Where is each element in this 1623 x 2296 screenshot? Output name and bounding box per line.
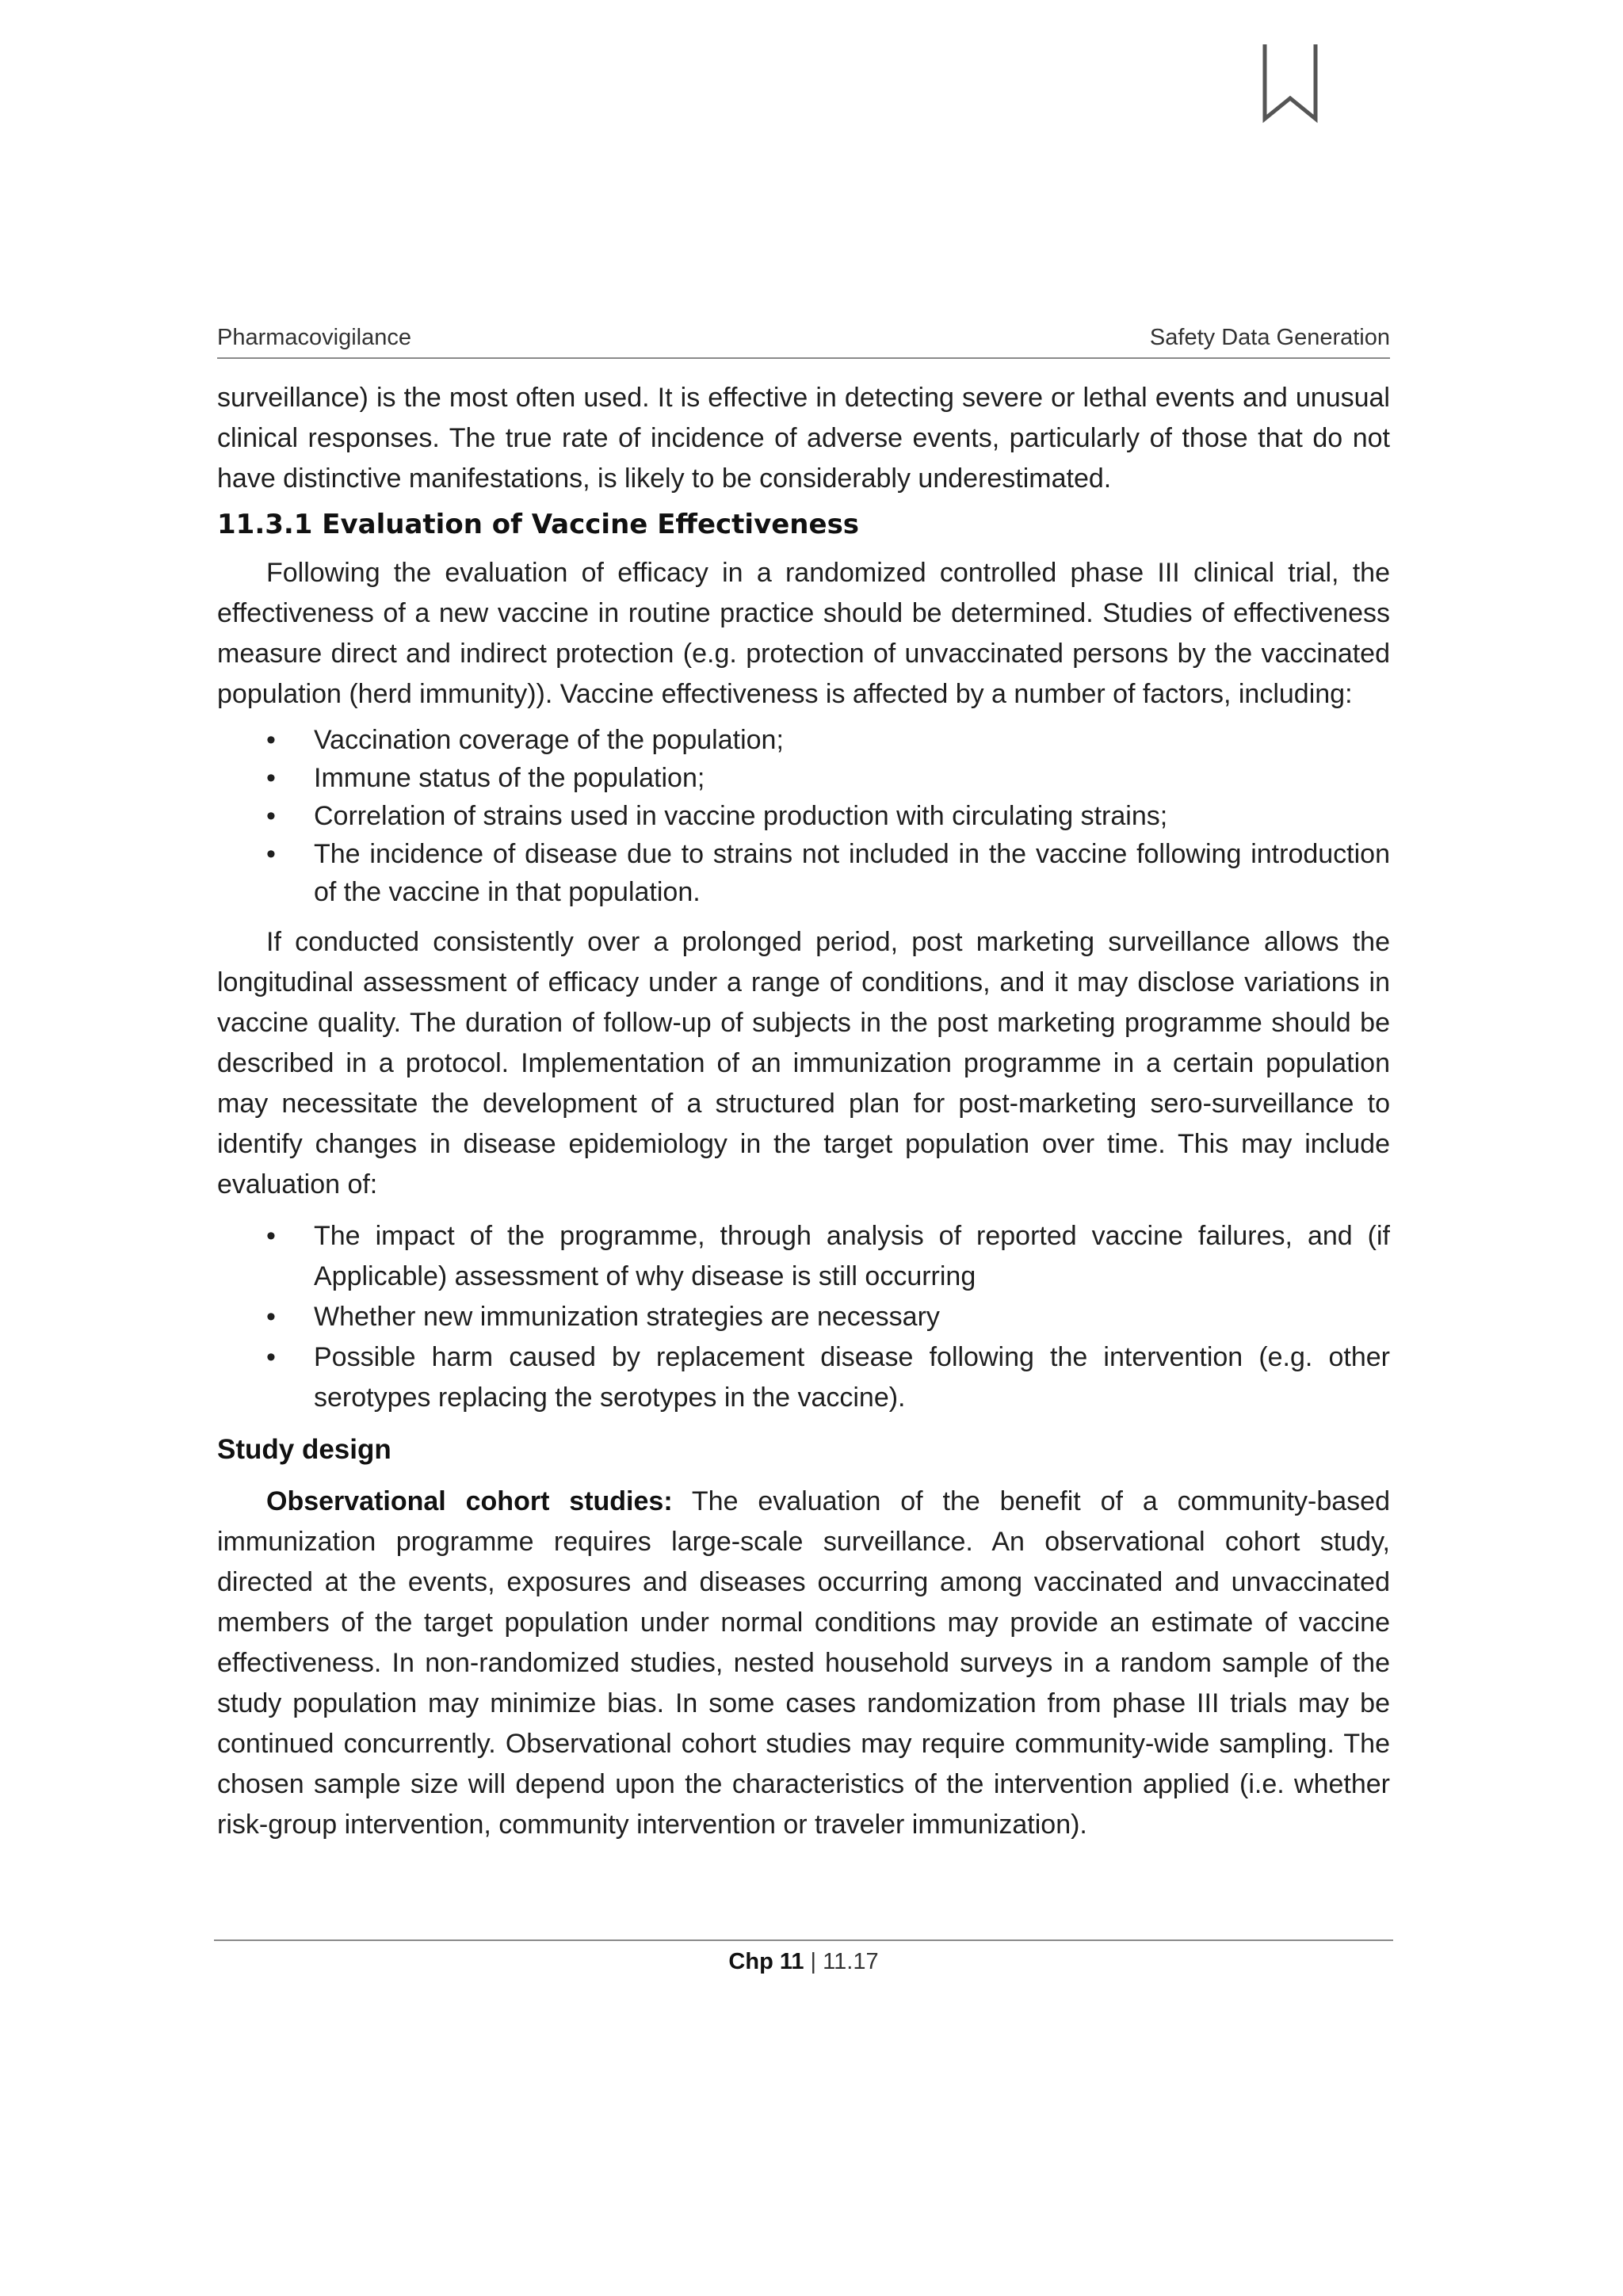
cohort-label: Observational cohort studies:: [266, 1486, 673, 1516]
bullet-icon: •: [266, 1342, 276, 1372]
bullet-icon: •: [266, 839, 276, 869]
effectiveness-paragraph: Following the evaluation of efficacy in a randomized controlled phase III clinical trial, the effectiveness of a new vaccine in routine practice should be determined. Studies of effectiveness measure direct and indirect protection (e.g. protection of unvaccinated persons by the vaccinated population (herd immunity)). Vaccine effectiveness is affected by a number of factors, including:: [217, 558, 1390, 709]
evaluation-list: [217, 1216, 1390, 1418]
list-item: • The incidence of disease due to strains not included in the vaccine following introduction of the vaccine in that population.: [217, 835, 1390, 911]
bullet-icon: •: [266, 763, 276, 793]
header-book-title: Pharmacovigilance: [217, 325, 412, 350]
list-item: • Immune status of the population;: [217, 759, 1390, 797]
section-heading: 11.3.1 Evaluation of Vaccine Effectiveness: [217, 509, 860, 540]
surveillance-paragraph: If conducted consistently over a prolonged period, post marketing surveillance allows the longitudinal assessment of efficacy under a range of conditions, and it may disclose variations in vaccine quality. The duration of follow-up of subjects in the post marketing programme should be described in a protocol. Implementation of an immunization programme in a certain population may necessitate the development of a structured plan for post-marketing sero-surveillance to identify changes in disease epidemiology in the target population over time. This may include evaluation of:: [217, 927, 1390, 1199]
study-design-heading: Study design: [217, 1434, 391, 1465]
footer-separator: |: [804, 1949, 823, 1974]
list-item: • The impact of the programme, through analysis of reported vaccine failures, and (if Applicable) assessment of why disease is still occurring: [217, 1216, 1390, 1297]
bullet-icon: •: [266, 1221, 276, 1251]
bullet-icon: •: [266, 1302, 276, 1332]
page-content: [217, 325, 1390, 1845]
running-header: [217, 325, 1390, 359]
bullet-icon: •: [266, 801, 276, 831]
cohort-text: The evaluation of the benefit of a community-based immunization programme requires large-scale surveillance. An observational cohort study, directed at the events, exposures and diseases occurring among vaccinated and unvaccinated members of the target population under normal conditions may provide an estimate of vaccine effectiveness. In non-randomized studies, nested household surveys in a random sample of the study population may minimize bias. In some cases randomization from phase III trials may be continued concurrently. Observational cohort studies may require community-wide sampling. The chosen sample size will depend upon the characteristics of the intervention applied (i.e. whether risk-group intervention, community intervention or traveler immunization).: [217, 1486, 1390, 1840]
bullet-icon: •: [266, 725, 276, 755]
intro-paragraph: surveillance) is the most often used. It is effective in detecting severe or lethal events and unusual clinical responses. The true rate of incidence of adverse events, particularly of those that do not have distinctive manifestations, is likely to be considerably underestimated.: [217, 383, 1390, 494]
list-item: • Correlation of strains used in vaccine production with circulating strains;: [217, 797, 1390, 835]
page-footer: [214, 1939, 1393, 1975]
list-item: • Possible harm caused by replacement disease following the intervention (e.g. other serotypes replacing the serotypes in the vaccine).: [217, 1337, 1390, 1418]
publisher-logo-icon: [1260, 40, 1320, 127]
footer-chapter: Chp 11: [728, 1949, 804, 1974]
list-item: • Whether new immunization strategies are necessary: [217, 1297, 1390, 1337]
header-chapter-title: Safety Data Generation: [1149, 325, 1390, 350]
page-number: 11.17: [823, 1949, 879, 1974]
factors-list: [217, 721, 1390, 911]
list-item: • Vaccination coverage of the population;: [217, 721, 1390, 759]
cohort-paragraph: [217, 1482, 1390, 1845]
